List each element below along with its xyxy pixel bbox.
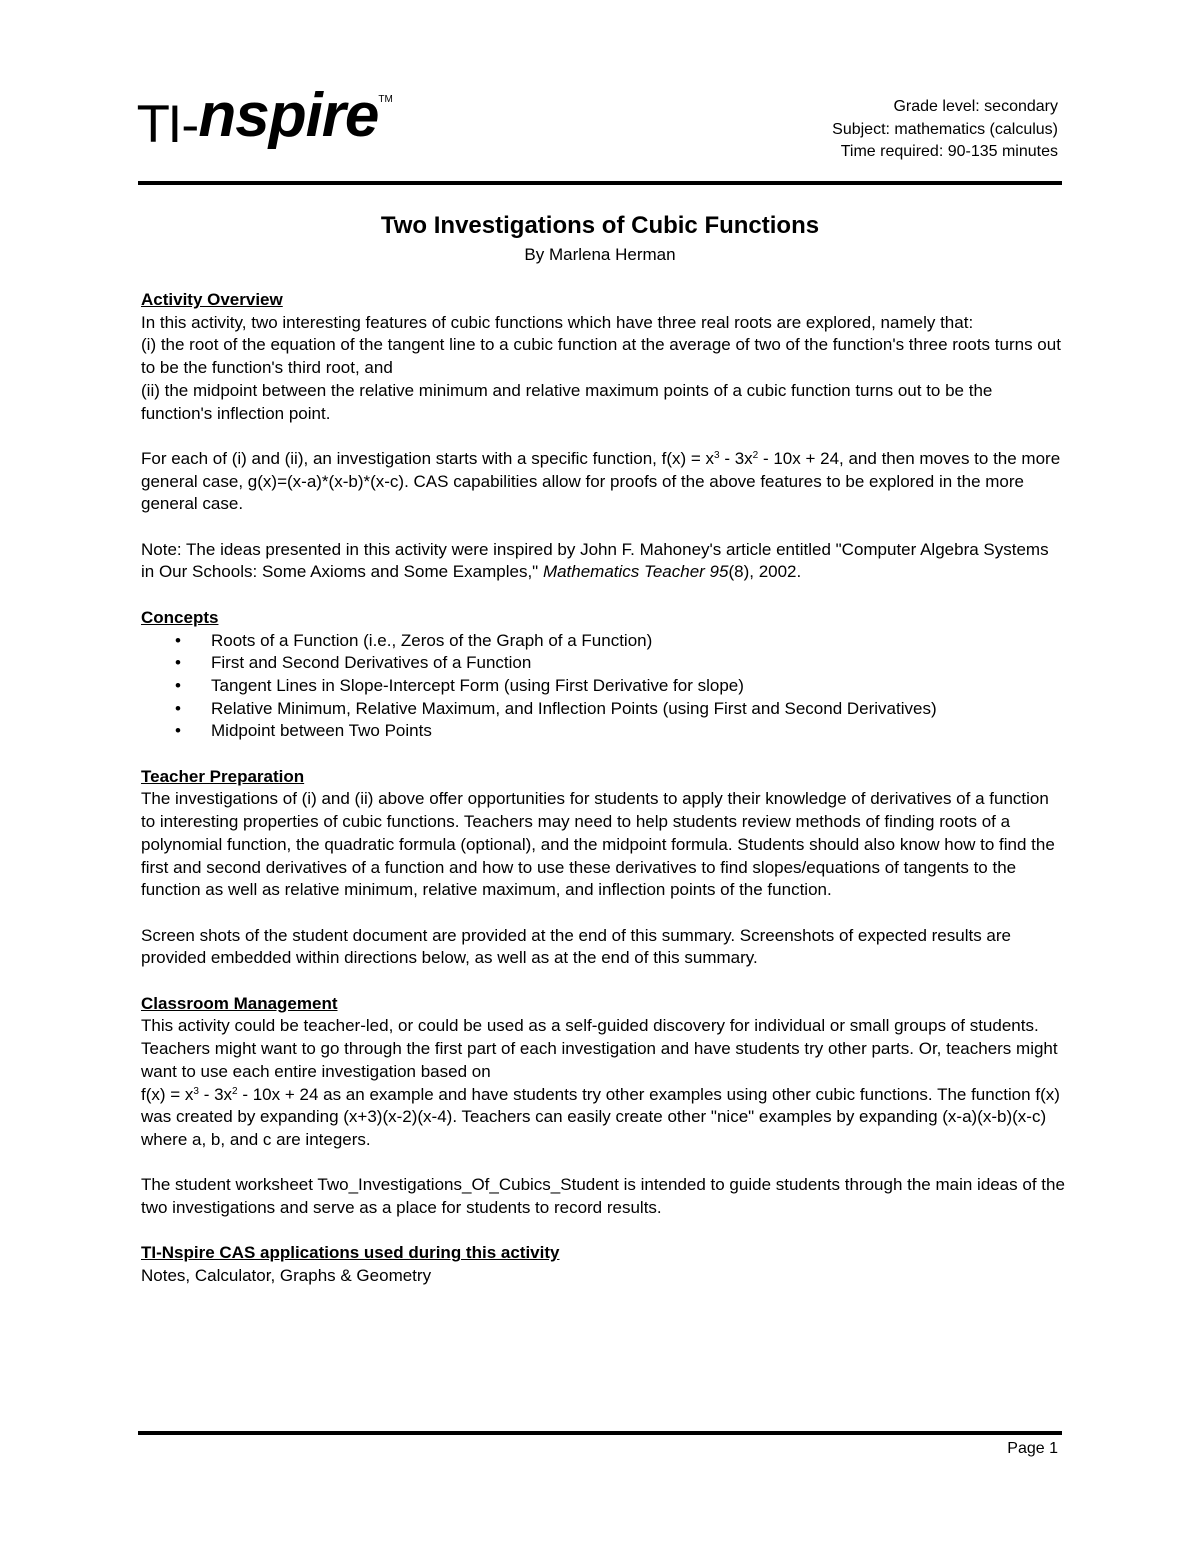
logo-main: nspire xyxy=(198,81,379,150)
logo-prefix: TI- xyxy=(138,96,199,154)
note-text-a: Note: The ideas presented in this activity were inspired by John F. Mahoney's article entitled "Computer Algebra Systems in Our Schools: Some Axioms and Some Examples," xyxy=(141,539,1049,582)
exponent-2: 2 xyxy=(752,449,759,461)
concept-text: Roots of a Function (i.e., Zeros of the Graph of a Function) xyxy=(211,630,653,650)
header-rule xyxy=(138,181,1062,185)
header-meta xyxy=(832,96,1058,164)
document-author: By Marlena Herman xyxy=(524,245,676,264)
concept-text: First and Second Derivatives of a Function xyxy=(211,653,532,673)
footer-rule xyxy=(138,1431,1062,1435)
classroom-management-heading: Classroom Management xyxy=(141,993,338,1013)
list-item xyxy=(141,630,1066,653)
classroom-paragraph-1 xyxy=(141,1015,1066,1151)
concept-text: Relative Minimum, Relative Maximum, and Inflection Points (using First and Second Derivatives) xyxy=(211,698,937,718)
function-text-b: - 3x xyxy=(719,448,753,468)
overview-text-2: (i) the root of the equation of the tangent line to a cubic function at the average of two of the function's three roots turns out to be the function's third root, and xyxy=(141,335,1061,378)
overview-paragraph xyxy=(141,312,1066,426)
teacher-prep-paragraph-2: Screen shots of the student document are provided at the end of this summary. Screenshots of expected results are provided embedded within directions below, as well as at the end of this summary. xyxy=(141,925,1011,968)
overview-function-paragraph xyxy=(141,448,1066,516)
journal-name: Mathematics Teacher 95 xyxy=(542,562,729,582)
activity-overview-heading: Activity Overview xyxy=(141,290,283,309)
list-item xyxy=(141,675,1066,698)
classroom-text-c: - 3x xyxy=(198,1084,233,1104)
concept-text: Midpoint between Two Points xyxy=(211,721,432,741)
bullet-icon: • xyxy=(175,698,181,718)
list-item xyxy=(141,720,1066,743)
classroom-text-a: This activity could be teacher-led, or could be used as a self-guided discovery for individual or small groups of students. Teachers might want to go through the first part of each investigation and have students try other parts. Or, teachers might want to use each entire investigation based on xyxy=(141,1016,1058,1081)
teacher-prep-paragraph-1: The investigations of (i) and (ii) above offer opportunities for students to apply their knowledge of derivatives of a function to interesting properties of cubic functions. Teachers may need to help students review methods of finding roots of a polynomial function, the quadratic formula (optional), and the midpoint formula. Students should also know how to find the first and second derivatives of a function and how to use these derivatives to find slopes/equations of tangents to the function as well as relative minimum, relative maximum, and inflection points of the function. xyxy=(141,789,1055,900)
function-text-c: - 10x + 24, and then moves to the more general case, g(x)=(x-a)*(x-b)*(x-c). CAS capabilities allow for proofs of the above features to be explored in the more general case. xyxy=(141,448,1061,514)
page-number: Page 1 xyxy=(1007,1440,1058,1457)
list-item xyxy=(141,698,1066,721)
teacher-preparation-heading: Teacher Preparation xyxy=(141,766,305,786)
function-text-a: For each of (i) and (ii), an investigation starts with a specific function, f(x) = x xyxy=(141,448,715,468)
concepts-heading: Concepts xyxy=(141,607,219,627)
overview-text-3: (ii) the midpoint between the relative minimum and relative maximum points of a cubic function turns out to be the function's inflection point. xyxy=(141,380,993,423)
ti-nspire-logo xyxy=(138,80,393,162)
overview-text-1: In this activity, two interesting features of cubic functions which have three real roots are explored, namely that: xyxy=(141,312,974,332)
apps-heading: TI-Nspire CAS applications used during this activity xyxy=(141,1243,560,1263)
exponent-2: 2 xyxy=(232,1085,238,1097)
grade-level: Grade level: secondary xyxy=(893,98,1058,115)
subject: Subject: mathematics (calculus) xyxy=(832,120,1058,138)
document-title: Two Investigations of Cubic Functions xyxy=(380,212,820,239)
document-body xyxy=(141,289,1066,1288)
logo-trademark: TM xyxy=(378,94,393,105)
classroom-text-d: - 10x + 24 as an example and have students try other examples using other cubic functions. The function f(x) was created by expanding (x+3)(x-2)(x-4). Teachers can easily create other "nice" examples by expanding (x-a)(x-b)(x-c) where a, b, and c are integers. xyxy=(141,1084,1060,1149)
concepts-list xyxy=(141,630,1066,744)
apps-list: Notes, Calculator, Graphs & Geometry xyxy=(141,1266,432,1286)
exponent-3: 3 xyxy=(714,449,720,461)
concept-text: Tangent Lines in Slope-Intercept Form (using First Derivative for slope) xyxy=(211,675,744,695)
note-text-b: (8), 2002. xyxy=(728,562,802,582)
classroom-text-b: f(x) = x xyxy=(141,1084,194,1104)
exponent-3: 3 xyxy=(193,1085,199,1097)
list-item xyxy=(141,652,1066,675)
note-paragraph xyxy=(141,539,1066,584)
bullet-icon: • xyxy=(175,721,181,741)
time-required: Time required: 90-135 minutes xyxy=(840,143,1058,160)
bullet-icon: • xyxy=(175,675,181,695)
bullet-icon: • xyxy=(175,630,181,650)
classroom-paragraph-2: The student worksheet Two_Investigations_Of_Cubics_Student is intended to guide students through the main ideas of the two investigations and serve as a place for students to record results. xyxy=(141,1175,1065,1218)
bullet-icon: • xyxy=(175,653,181,673)
